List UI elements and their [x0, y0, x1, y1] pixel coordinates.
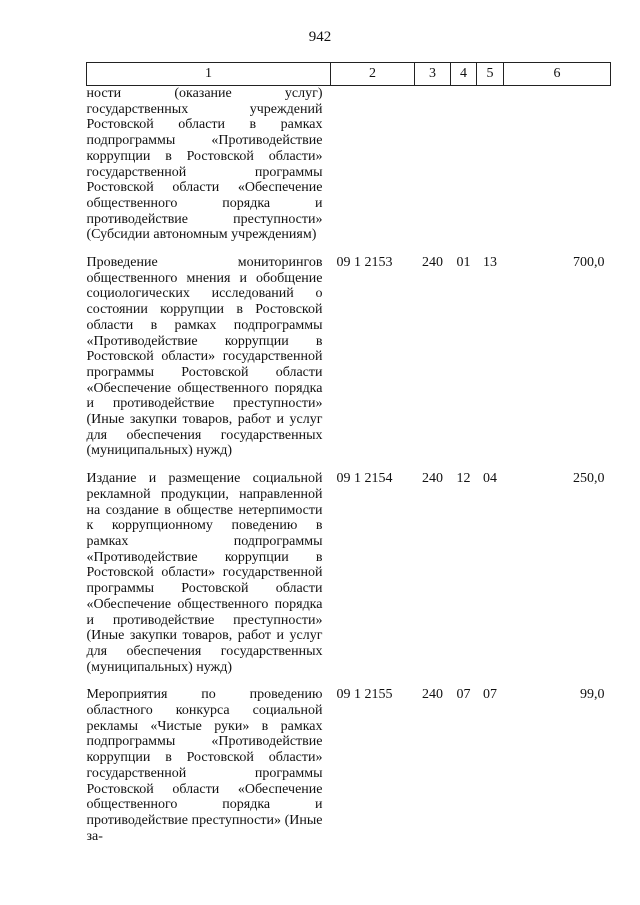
row-amount [504, 86, 611, 256]
row-subsection: 13 [483, 255, 497, 271]
row-target-code: 09 1 2155 [336, 687, 393, 703]
row-section: 01 [456, 255, 471, 271]
page-number: 942 [308, 29, 332, 45]
row-description: Издание и размещение социальной рекламной продукции, направленной на создание в обществе нетерпимости к коррупционному поведению в рамках подпрограммы «Противодействие коррупции в Ростовской области» государственной программы Ростовской области «Обеспечение общественного порядка и противодействие преступности» (Иные закупки товаров, работ и услуг для обеспечения государственных (муниципальных) нужд) [86, 471, 323, 675]
row-amount: 250,0 [573, 471, 605, 487]
header-col-1: 1 [87, 63, 331, 86]
table-row [87, 471, 611, 687]
row-subsection [477, 86, 504, 256]
row-subsection: 04 [483, 471, 497, 487]
table-header [87, 63, 611, 86]
table-body [87, 86, 611, 857]
row-expense-type: 240 [422, 255, 443, 271]
row-expense-type: 240 [422, 687, 443, 703]
header-col-3: 3 [415, 63, 451, 86]
row-amount: 700,0 [573, 255, 605, 271]
row-target-code: 09 1 2154 [336, 471, 393, 487]
row-description: ности (оказание услуг) государственных учреждений Ростовской области в рамках подпрограммы «Противодействие коррупции в Ростовской области» государственной программы Ростовской области «Обеспечение общественного порядка и противодействие преступности» (Субсидии автономным учреждениям) [86, 86, 323, 243]
row-subsection: 07 [483, 687, 497, 703]
table-row [87, 687, 611, 856]
row-section: 07 [456, 687, 471, 703]
header-col-2: 2 [331, 63, 415, 86]
header-col-6: 6 [504, 63, 611, 86]
table-row [87, 255, 611, 471]
row-description: Мероприятия по проведению областного конкурса социальной рекламы «Чистые руки» в рамках подпрограммы «Противодействие коррупции в Ростовской области» государственной программы Ростовской области «Обеспечение общественного порядка и противодействие преступности» (Иные за- [86, 687, 323, 844]
row-target-code [331, 86, 415, 256]
row-target-code: 09 1 2153 [336, 255, 393, 271]
row-expense-type [415, 86, 451, 256]
budget-table [86, 62, 611, 856]
header-row [87, 63, 611, 86]
row-section: 12 [456, 471, 471, 487]
row-section [451, 86, 477, 256]
row-description: Проведение мониторингов общественного мнения и обобщение социологических исследований о состоянии коррупции в Ростовской области в рамках подпрограммы «Противодействие коррупции в Ростовской области» государственной программы Ростовской области «Обеспечение общественного порядка и противодействие преступности» (Иные закупки товаров, работ и услуг для обеспечения государственных (муниципальных) нужд) [86, 255, 323, 459]
table-row [87, 86, 611, 256]
row-amount: 99,0 [580, 687, 605, 703]
header-col-4: 4 [451, 63, 477, 86]
row-expense-type: 240 [422, 471, 443, 487]
header-col-5: 5 [477, 63, 504, 86]
